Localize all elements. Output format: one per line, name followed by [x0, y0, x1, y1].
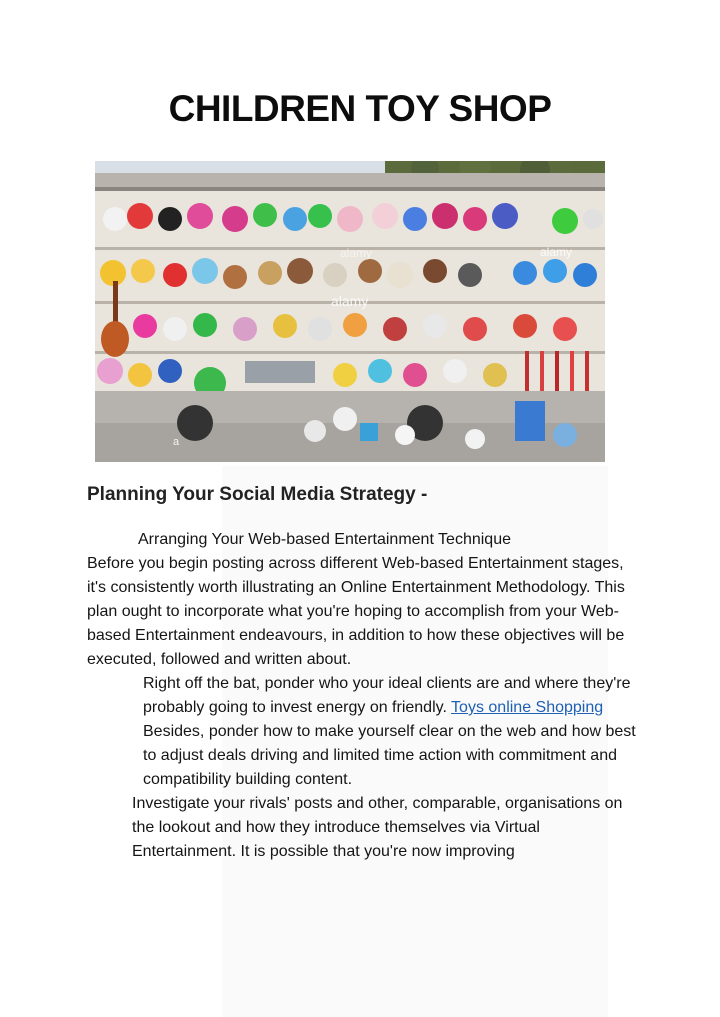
watermark: a	[173, 436, 180, 448]
article-body	[87, 528, 647, 864]
paragraph	[87, 672, 647, 792]
paragraph-lead: Arranging Your Web-based Entertainment Technique	[138, 531, 511, 548]
section-heading: Planning Your Social Media Strategy -	[87, 484, 428, 505]
paragraph-text: Right off the bat, ponder who your ideal clients are and where they're probably going to invest energy on friendly.	[143, 675, 631, 716]
paragraph: Investigate your rivals' posts and other, comparable, organisations on the lookout and how they introduce themselves via Virtual Entertainment. It is possible that you're now improving	[132, 795, 623, 860]
watermark: alamy	[340, 246, 373, 260]
page-title: CHILDREN TOY SHOP	[168, 88, 552, 129]
paragraph: Before you begin posting across different Web-based Entertainment stages, it's consistently worth illustrating an Online Entertainment Methodology. This plan ought to incorporate what you're hoping to accomplish from your Web-based Entertainment endeavours, in addition to how these objectives will be executed, followed and written about.	[87, 555, 625, 668]
toys-online-shopping-link[interactable]: Toys online Shopping	[451, 699, 604, 716]
watermark: alamy	[331, 293, 369, 309]
paragraph-text: Besides, ponder how to make yourself clear on the web and how best to adjust deals driving and limited time action with commitment and compatibility building content.	[143, 723, 636, 788]
toy-stall-photo	[95, 161, 605, 462]
watermark: alamy	[540, 245, 573, 259]
